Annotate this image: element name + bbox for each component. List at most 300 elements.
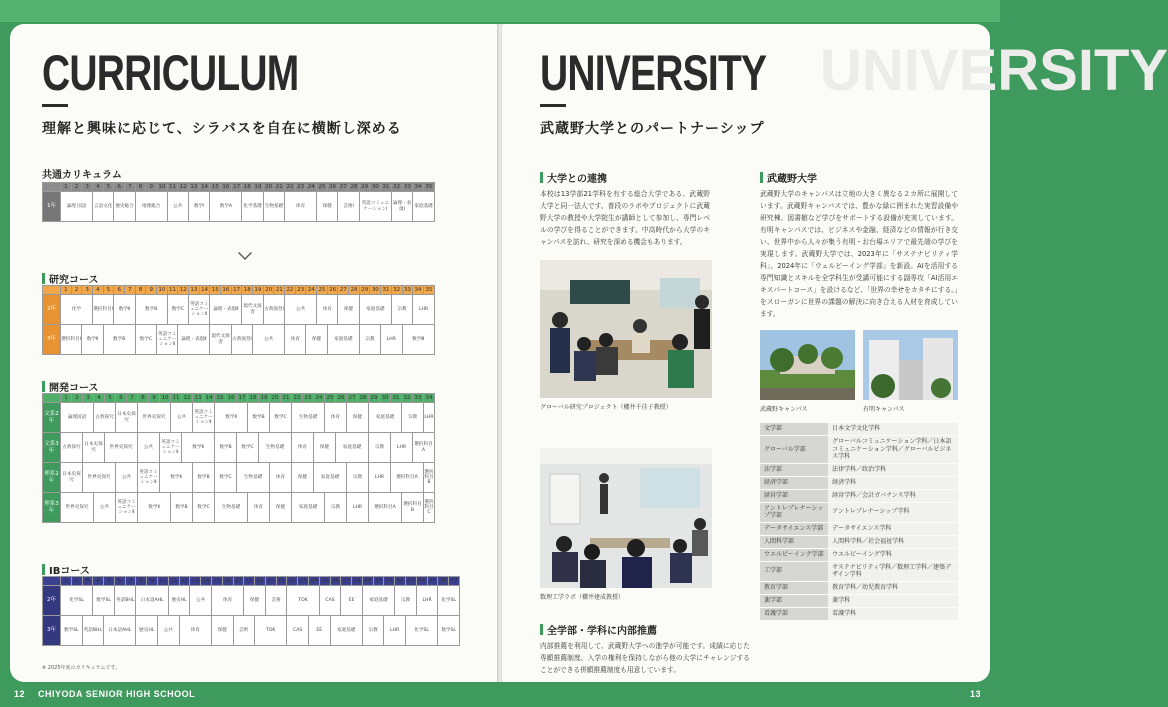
period-number: 10 <box>158 287 166 293</box>
subject-cell: 英語コミュニケーションⅡ <box>116 493 138 523</box>
subject-cell: 数学Ⅱ <box>138 493 171 523</box>
period-number: 32 <box>403 395 411 401</box>
period-number: 5 <box>104 577 115 586</box>
period-number: 5 <box>103 183 114 192</box>
period-number: 27 <box>339 287 347 293</box>
subject-cell: 日本史探究 <box>83 433 105 463</box>
subject-cell: 体育 <box>270 463 292 493</box>
subject-cell: 数学C <box>237 433 259 463</box>
research-heading <box>42 271 99 286</box>
subject-cell: 保健 <box>292 463 314 493</box>
grade-header-cell <box>43 183 61 192</box>
period-number: 18 <box>243 184 251 190</box>
faculty-name: 看護学部 <box>760 608 828 620</box>
department-names: 経営学科／会計ガバナンス学科 <box>828 490 958 502</box>
faculty-name: 薬学部 <box>760 595 828 607</box>
subject-cell: 数学B <box>248 403 270 433</box>
common-timetable <box>42 182 435 222</box>
period-number: 12 <box>183 395 191 401</box>
research-heading-text: 研究コース <box>49 275 99 286</box>
subject-cell: 数学C <box>193 493 215 523</box>
subject-cell: 選択科目Ⅰ <box>61 325 82 355</box>
subject-cell: 公共 <box>158 616 180 646</box>
period-number: 24 <box>307 287 315 293</box>
period-number: 7 <box>125 577 136 586</box>
period-number: 26 <box>329 287 337 293</box>
period-number: 10 <box>159 578 167 584</box>
period-number: 28 <box>350 184 358 190</box>
faculty-name: 人間科学部 <box>760 536 828 548</box>
period-number: 3 <box>83 394 94 403</box>
faculty-name: 工学部 <box>760 562 828 582</box>
period-number: 12 <box>180 578 188 584</box>
subject-cell: 家庭基礎 <box>359 295 391 325</box>
subject-cell: 家庭基礎 <box>369 403 402 433</box>
subject-cell: 数学Ⅲ <box>402 325 435 355</box>
period-number: 33 <box>403 287 411 293</box>
period-number: 30 <box>381 395 389 401</box>
period-number: 12 <box>179 184 187 190</box>
period-number: 5 <box>103 286 114 295</box>
period-number: 30 <box>371 287 379 293</box>
period-number: 31 <box>385 578 393 584</box>
subject-cell: 数学B <box>103 325 135 355</box>
classroom-photo-illustration <box>540 260 712 398</box>
grade-label: 2年 <box>43 295 61 325</box>
subject-cell: 保健 <box>338 295 359 325</box>
period-number: 21 <box>278 578 286 584</box>
period-number: 19 <box>254 184 262 190</box>
subject-cell: 選択科目B <box>402 493 424 523</box>
subject-cell: 論理・表現Ⅰ <box>391 192 412 222</box>
subject-cell: 英語BHL <box>82 616 104 646</box>
period-number: 8 <box>135 183 146 192</box>
subject-cell: 家庭基礎 <box>314 463 347 493</box>
s2-heading <box>540 622 657 637</box>
subject-cell: LHR <box>391 433 413 463</box>
subject-cell: 公共 <box>190 586 212 616</box>
timetable-row <box>43 433 435 463</box>
subject-cell: 英語コミュニケーションⅡ <box>157 325 178 355</box>
faculty-name: 経営学部 <box>760 490 828 502</box>
university-subtitle: 武蔵野大学とのパートナーシップ <box>540 121 765 137</box>
period-number: 27 <box>348 395 356 401</box>
subject-cell: 公共 <box>167 192 188 222</box>
period-number: 22 <box>286 287 294 293</box>
period-number: 13 <box>194 395 202 401</box>
subject-cell: 選択科目A <box>369 493 402 523</box>
period-number: 34 <box>425 395 433 401</box>
subject-cell: 選択科目C <box>424 493 435 523</box>
faculty-name: アントレプレナーシップ学部 <box>760 503 828 523</box>
period-number: 4 <box>93 577 104 586</box>
subject-cell: 芸術 <box>233 616 255 646</box>
curriculum-note: ※ 2025年度のカリキュラムです。 <box>42 665 121 671</box>
ib-heading <box>42 562 90 577</box>
subject-cell: 公共 <box>171 403 193 433</box>
subject-cell: 化学 <box>61 295 93 325</box>
subject-cell: 宗教 <box>347 463 369 493</box>
top-color-band <box>0 0 1000 22</box>
period-number: 3 <box>82 183 93 192</box>
subject-cell: 宗教 <box>402 403 424 433</box>
department-names: グローバルコミュニケーション学科／日本語コミュニケーション学科／グローバルビジネス学科 <box>828 436 958 463</box>
period-number: 6 <box>114 286 125 295</box>
period-number: 19 <box>254 287 262 293</box>
subject-cell: 数学C <box>270 403 292 433</box>
period-number: 26 <box>329 184 337 190</box>
left-page-number: 12 <box>14 689 26 699</box>
period-number: 29 <box>364 578 372 584</box>
period-number: 33 <box>403 184 411 190</box>
subject-cell: 数学Ⅱ <box>160 463 193 493</box>
subject-cell: 数学B <box>193 463 215 493</box>
period-number: 26 <box>337 395 345 401</box>
period-number: 6 <box>116 394 127 403</box>
department-row <box>760 523 958 535</box>
subject-cell: 選択科目A <box>391 463 424 493</box>
subject-cell: TOK <box>255 616 287 646</box>
university-title: UNIVERSITY <box>540 45 767 101</box>
period-number: 11 <box>172 395 180 401</box>
subject-cell: 保健 <box>317 192 338 222</box>
subject-cell: 数学C <box>167 295 188 325</box>
faculty-name: グローバル学部 <box>760 436 828 463</box>
photo2-caption: 数理工学ラボ（櫻井建成教授） <box>540 594 625 601</box>
period-number: 29 <box>361 287 369 293</box>
heading-bar-icon <box>540 172 543 183</box>
campus-photo-illustration <box>863 330 958 400</box>
subject-cell: LHR <box>347 493 369 523</box>
heading-bar-icon <box>42 273 45 284</box>
subject-cell: 体育 <box>211 586 243 616</box>
period-number: 15 <box>211 184 219 190</box>
department-row <box>760 464 958 476</box>
subject-cell: 数学C <box>135 325 156 355</box>
period-number: 5 <box>105 394 116 403</box>
timetable-row <box>43 493 435 523</box>
faculty-name: 文学部 <box>760 423 828 435</box>
subject-cell: 宗教 <box>395 586 417 616</box>
period-number: 35 <box>423 183 434 192</box>
period-number: 25 <box>326 395 334 401</box>
department-names: 日本文学文化学科 <box>828 423 958 435</box>
subject-cell: 英語コミュニケーションⅡ <box>138 463 160 493</box>
period-number: 8 <box>138 394 149 403</box>
period-number: 11 <box>170 578 178 584</box>
subject-cell: 現代文演習 <box>242 295 263 325</box>
period-number: 9 <box>146 286 157 295</box>
period-number: 23 <box>304 395 312 401</box>
subject-cell: 体育 <box>317 295 338 325</box>
subject-cell: 家庭基礎 <box>336 433 369 463</box>
subject-cell: LHR <box>413 295 435 325</box>
subject-cell: 歴史HL <box>168 586 190 616</box>
development-timetable <box>42 393 435 523</box>
campus1-caption: 武蔵野キャンパス <box>760 406 808 413</box>
period-number: 16 <box>222 287 230 293</box>
department-row <box>760 477 958 489</box>
period-number: 2 <box>71 286 82 295</box>
left-page <box>10 24 498 682</box>
period-number: 24 <box>307 184 315 190</box>
department-names: 法律学科／政治学科 <box>828 464 958 476</box>
subject-cell: EE <box>308 616 330 646</box>
period-number: 11 <box>169 287 177 293</box>
period-number: 35 <box>428 578 436 584</box>
period-number: 21 <box>275 287 283 293</box>
period-number: 20 <box>265 287 273 293</box>
period-number: 16 <box>222 184 230 190</box>
subject-cell: 家庭基礎 <box>327 325 359 355</box>
subject-cell: 保健 <box>347 403 369 433</box>
subject-cell: 数学B <box>171 493 193 523</box>
department-row <box>760 608 958 620</box>
timetable-row <box>43 616 460 646</box>
period-number: 20 <box>265 184 273 190</box>
right-page-number: 13 <box>970 689 982 699</box>
department-names: データサイエンス学科 <box>828 523 958 535</box>
subject-cell: 生物基礎 <box>259 433 292 463</box>
s3-heading-text: 武蔵野大学 <box>767 174 817 185</box>
subject-cell: LHR <box>384 616 406 646</box>
subject-cell: 論理 国語 <box>61 192 93 222</box>
period-number: 12 <box>179 287 187 293</box>
period-number: 25 <box>321 578 329 584</box>
grade-label: 理系3年 <box>43 493 61 523</box>
subject-cell: LHR <box>416 586 438 616</box>
subject-cell: 公共 <box>138 433 160 463</box>
faculty-name: 法学部 <box>760 464 828 476</box>
period-number: 22 <box>288 578 296 584</box>
period-number: 31 <box>382 184 390 190</box>
subject-cell: 数学Ⅱ <box>114 295 135 325</box>
period-number: 33 <box>414 395 422 401</box>
subject-cell: TOK <box>287 586 319 616</box>
subject-cell: 化学SL <box>61 586 93 616</box>
grade-header-cell <box>43 286 61 295</box>
department-row <box>760 423 958 435</box>
period-number: 25 <box>318 184 326 190</box>
lab-photo-illustration <box>540 448 712 588</box>
period-number: 28 <box>359 395 367 401</box>
ghost-title: UNIVERSITY <box>820 38 1168 103</box>
photo-musashino-campus <box>760 330 855 400</box>
period-number: 15 <box>213 578 221 584</box>
development-heading-text: 開発コース <box>49 383 99 394</box>
subject-cell: 英語コミュニケーションⅡ <box>193 403 215 433</box>
subject-cell: 公共 <box>285 295 317 325</box>
subject-cell: 世界史探究 <box>138 403 171 433</box>
subject-cell: 芸術Ⅰ <box>338 192 359 222</box>
period-number: 22 <box>293 395 301 401</box>
subject-cell: LHR <box>424 403 435 433</box>
period-number: 8 <box>135 286 146 295</box>
period-number: 37 <box>450 578 458 584</box>
period-number: 16 <box>227 395 235 401</box>
period-number: 2 <box>71 577 82 586</box>
department-row <box>760 436 958 463</box>
curriculum-title: CURRICULUM <box>42 45 299 101</box>
period-number: 25 <box>318 287 326 293</box>
subject-cell: 数学Ⅱ <box>215 403 248 433</box>
subject-cell: 宗教 <box>359 325 380 355</box>
department-row <box>760 582 958 594</box>
period-number: 9 <box>147 577 158 586</box>
period-number: 14 <box>201 184 209 190</box>
department-names: 経済学科 <box>828 477 958 489</box>
school-name: CHIYODA SENIOR HIGH SCHOOL <box>38 689 196 699</box>
s2-heading-text: 全学部・学科に内部推薦 <box>547 626 657 637</box>
photo-ariake-campus <box>863 330 958 400</box>
faculty-name: データサイエンス学部 <box>760 523 828 535</box>
subject-cell: 数学C <box>215 463 237 493</box>
period-number: 22 <box>286 184 294 190</box>
subject-cell: 現代文演習 <box>210 325 231 355</box>
period-number: 17 <box>233 287 241 293</box>
department-row <box>760 536 958 548</box>
subject-cell: 保健 <box>211 616 233 646</box>
period-number: 18 <box>249 395 257 401</box>
period-number: 19 <box>256 578 264 584</box>
period-number: 13 <box>191 578 199 584</box>
subject-cell: 古典演習Ⅰ <box>231 325 252 355</box>
s1-heading-text: 大学との連携 <box>547 174 607 185</box>
subject-cell: 生物基礎 <box>292 403 325 433</box>
period-number: 28 <box>350 287 358 293</box>
heading-bar-icon <box>540 624 543 635</box>
period-number: 27 <box>342 578 350 584</box>
period-number: 1 <box>61 286 72 295</box>
subject-cell: 歴史総合 <box>114 192 135 222</box>
period-number: 21 <box>282 395 290 401</box>
faculty-name: 教育学部 <box>760 582 828 594</box>
department-names: 看護学科 <box>828 608 958 620</box>
subject-cell: 論理国語 <box>61 403 94 433</box>
subject-cell: 家庭基礎 <box>292 493 325 523</box>
subject-cell: 地理総合 <box>135 192 167 222</box>
subject-cell: 保健 <box>314 433 336 463</box>
period-number: 20 <box>267 578 275 584</box>
photo1-caption: グローバル研究プロジェクト（櫻井千佳子教授） <box>540 404 672 411</box>
period-number: 15 <box>216 395 224 401</box>
grade-label: 理系2年 <box>43 463 61 493</box>
subject-cell: 数学SL <box>438 616 460 646</box>
grade-label: 2年 <box>43 586 61 616</box>
subject-cell: 家庭基礎 <box>413 192 435 222</box>
period-number: 29 <box>361 184 369 190</box>
period-number: 8 <box>136 577 147 586</box>
period-number: 3 <box>82 286 93 295</box>
title-rule <box>540 104 566 107</box>
heading-bar-icon <box>42 564 45 575</box>
subject-cell: 数学Ⅱ <box>182 433 215 463</box>
subject-cell: 体育 <box>248 493 270 523</box>
period-number: 31 <box>392 395 400 401</box>
period-number: 13 <box>190 287 198 293</box>
timetable-row <box>43 295 435 325</box>
period-number: 2 <box>72 394 83 403</box>
period-number: 9 <box>149 394 160 403</box>
subject-cell: 体育 <box>285 325 306 355</box>
department-names: アントレプレナーシップ学科 <box>828 503 958 523</box>
period-number: 4 <box>93 183 104 192</box>
period-number: 6 <box>114 577 125 586</box>
period-number: 16 <box>224 578 232 584</box>
period-number: 4 <box>94 394 105 403</box>
period-number: 3 <box>82 577 93 586</box>
timetable-row <box>43 586 460 616</box>
subject-cell: 世界史探究 <box>61 493 94 523</box>
s1-paragraph: 本校は13学部21学科を有する総合大学である、武蔵野大学と同一法人です。普段のラボやプロジェクトに武蔵野大学の教授や大学院生が講師として参加し、専門レベルの学びを得ることができます。中高時代から大学のキャンパスを訪れ、研究を深める機会もあります。 <box>540 190 710 246</box>
faculty-name: 経済学部 <box>760 477 828 489</box>
subject-cell: 数学Ⅰ <box>189 192 210 222</box>
period-number: 1 <box>61 183 72 192</box>
period-number: 31 <box>382 287 390 293</box>
grade-label: 3年 <box>43 616 61 646</box>
period-number: 24 <box>310 578 318 584</box>
s2-paragraph: 内部推薦を利用して、武蔵野大学への進学が可能です。成績に応じた専願推薦制度、入学の権利を保持しながら他の大学にチャレンジすることができる併願推薦制度も用意しています。 <box>540 642 750 674</box>
subject-cell: 数学B <box>135 295 167 325</box>
subject-cell: 家庭基礎 <box>362 586 394 616</box>
department-names: サステナビリティ学科／数理工学科／建築デザイン学科 <box>828 562 958 582</box>
period-number: 23 <box>299 578 307 584</box>
subject-cell: 体育 <box>292 433 314 463</box>
period-number: 28 <box>353 578 361 584</box>
subject-cell: CAS <box>287 616 309 646</box>
grade-header-cell <box>43 577 61 586</box>
department-table <box>760 422 958 621</box>
period-number: 30 <box>371 184 379 190</box>
period-number: 29 <box>370 395 378 401</box>
grade-label: 文系2年 <box>43 403 61 433</box>
period-number: 33 <box>407 578 415 584</box>
ib-heading-text: IBコース <box>49 566 90 577</box>
period-number: 24 <box>315 395 323 401</box>
period-number: 7 <box>125 286 136 295</box>
period-number: 4 <box>93 286 104 295</box>
subject-cell: 数学SL <box>93 586 115 616</box>
subject-cell: 古典探究 <box>94 403 116 433</box>
timetable-row <box>43 192 435 222</box>
period-number: 36 <box>439 578 447 584</box>
subject-cell: LHR <box>369 463 391 493</box>
subject-cell: 芸術 <box>265 586 287 616</box>
period-number: 9 <box>146 183 157 192</box>
period-number: 18 <box>245 578 253 584</box>
ib-timetable <box>42 576 460 646</box>
curriculum-subtitle: 理解と興味に応じて、シラバスを自在に横断し深める <box>42 121 402 137</box>
period-number: 17 <box>233 184 241 190</box>
subject-cell: 宗教 <box>325 493 347 523</box>
photo-global-project <box>540 260 712 398</box>
period-number: 19 <box>260 395 268 401</box>
subject-cell: 体育 <box>285 192 317 222</box>
subject-cell: 日本史探究 <box>116 403 138 433</box>
period-number: 34 <box>414 184 422 190</box>
subject-cell: 言語文化 <box>93 192 114 222</box>
subject-cell: 世界史探究 <box>105 433 138 463</box>
period-number: 1 <box>61 577 72 586</box>
subject-cell: 選択科目A <box>413 433 435 463</box>
subject-cell: 生物基礎 <box>263 192 284 222</box>
campus2-caption: 有明キャンパス <box>863 406 905 413</box>
subject-cell: 体育 <box>325 403 347 433</box>
timetable-row <box>43 403 435 433</box>
department-row <box>760 549 958 561</box>
subject-cell: 古典探究 <box>61 433 83 463</box>
title-rule <box>42 104 68 107</box>
